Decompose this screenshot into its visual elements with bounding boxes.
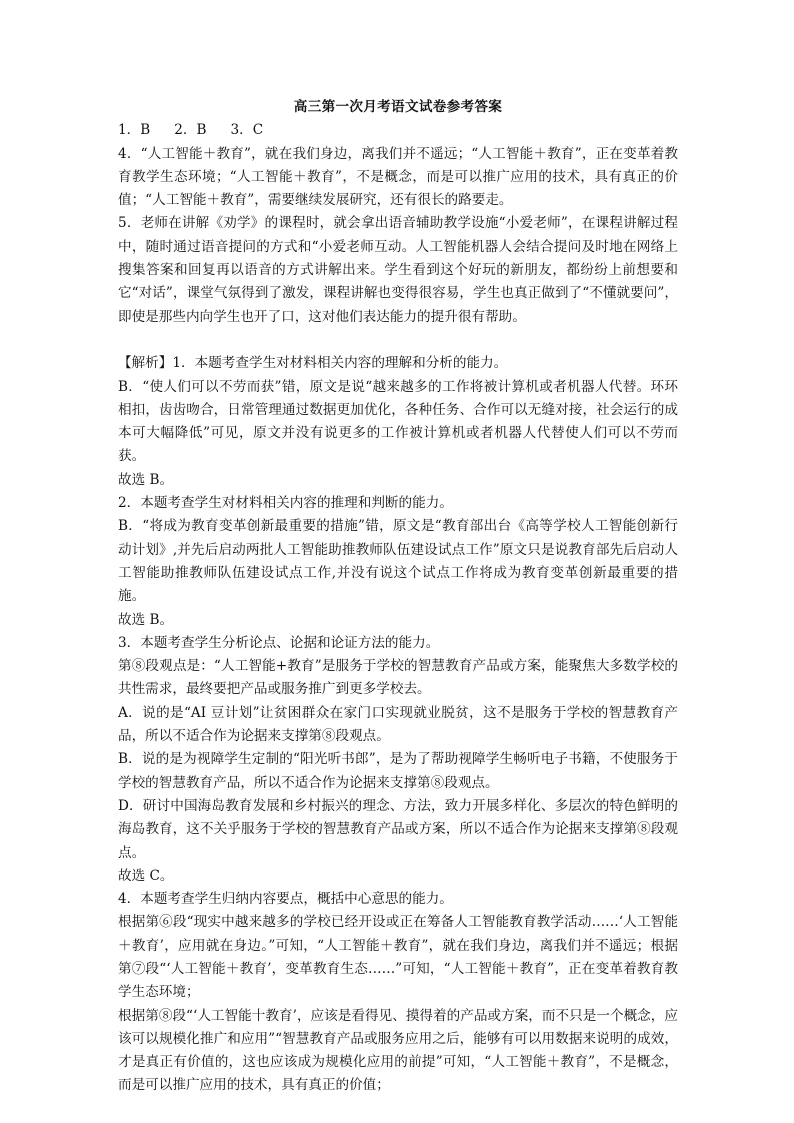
analysis-heading: 【解析】1．本题考查学生对材料相关内容的理解和分析的能力。 [118,355,508,372]
answer-4-paragraph: 4．“人工智能＋教育”，就在我们身边，离我们并不遥远；“人工智能＋教育”，正在变革着教育教学生态环境；“人工智能＋教育”，不是概念，而是可以推广应用的技术，具有真正的价值；“人工智能＋教育”，需要继续发展研究，还有很长的路要走。 [118,145,678,209]
analysis-conclusion: 故选 B。 [118,471,174,488]
analysis-paragraph: 4．本题考查学生归纳内容要点，概括中心意思的能力。 [118,891,453,908]
analysis-paragraph: A．说的是“AI 豆计划”让贫困群众在家门口实现就业脱贫，这不是服务于学校的智慧教育产品，所以不适合作为论据来支撑第⑧段观点。 [118,704,678,745]
answer-1: 1．B [118,122,151,139]
analysis-paragraph: B．“使人们可以不劳而获”错，原文是说“越来越多的工作将被计算机或者机器人代替。环环相扣，齿齿吻合，日常管理通过数据更加优化，各种任务、合作可以无缝对接，社会运行的成本可大幅降低”可见，原文并没有说更多的工作被计算机或者机器人代替使人们可以不劳而获。 [118,378,678,465]
answer-key [118,119,678,142]
analysis-conclusion: 故选 C。 [118,867,174,884]
analysis-paragraph: 3．本题考查学生分析论点、论据和论证方法的能力。 [118,634,440,651]
answer-2: 2．B [174,122,207,139]
analysis-paragraph: B．“将成为教育变革创新最重要的措施”错，原文是“教育部出台《高等学校人工智能创新行动计划》,并先后启动两批人工智能助推教师队伍建设试点工作”原文只是说教育部先后启动人工智能助推教师队伍建设试点工作,并没有说这个试点工作将成为教育变革创新最重要的措施。 [118,518,678,605]
answer-3: 3．C [230,122,264,139]
answer-5-paragraph: 5．老师在讲解《劝学》的课程时，就会拿出语音辅助教学设施“小爱老师”，在课程讲解过程中，随时通过语音提问的方式和“小爱老师互动。人工智能机器人会结合提问及时地在网络上搜集答案和回复再以语音的方式讲解出来。学生看到这个好玩的新朋友，都纷纷上前想要和它“对话”，课堂气氛得到了激发，课程讲解也变得很容易，学生也真正做到了“不懂就要问”，即使是那些内向学生也开了口，这对他们表达能力的提升很有帮助。 [118,215,678,325]
spacer [118,329,678,352]
analysis-paragraph: 根据第⑥段“现实中越来越多的学校已经开设或正在筹备人工智能教育教学活动……‘人工智能＋教育’，应用就在身边。”可知，“人工智能＋教育”，就在我们身边，离我们并不遥远；根据第⑦段“‘人工智能＋教育’，变革教育生态……”可知，“人工智能＋教育”，正在变革着教育教学生态环境； [118,914,678,1001]
document-page [118,96,678,1098]
analysis-paragraph: 第⑧段观点是：“人工智能+教育”是服务于学校的智慧教育产品或方案，能聚焦大多数学校的共性需求，最终要把产品或服务推广到更多学校去。 [118,658,678,698]
analysis-paragraph: B．说的是为视障学生定制的“阳光听书郎”，是为了帮助视障学生畅听电子书籍，不使服务于学校的智慧教育产品，所以不适合作为论据来支撑第⑧段观点。 [118,751,678,791]
page-title: 高三第一次月考语文试卷参考答案 [293,99,503,115]
analysis-conclusion: 故选 B。 [118,611,174,628]
analysis-paragraph: D．研讨中国海岛教育发展和乡村振兴的理念、方法，致力开展多样化、多层次的特色鲜明的海岛教育，这不关乎服务于学校的智慧教育产品或方案，所以不适合作为论据来支撑第⑧段观点。 [118,797,678,861]
analysis-paragraph: 根据第⑧段“‘人工智能十教育’，应该是看得见、摸得着的产品或方案，而不只是一个概念，应该可以规模化推广和应用”“智慧教育产品或服务应用之后，能够有可以用数据来说明的成效，才是真正有价值的，这也应该成为规模化应用的前提”可知，“人工智能＋教育”，不是概念，而是可以推广应用的技术，具有真正的价值； [118,1007,678,1094]
analysis-paragraph: 2．本题考查学生对材料相关内容的推理和判断的能力。 [118,495,453,512]
